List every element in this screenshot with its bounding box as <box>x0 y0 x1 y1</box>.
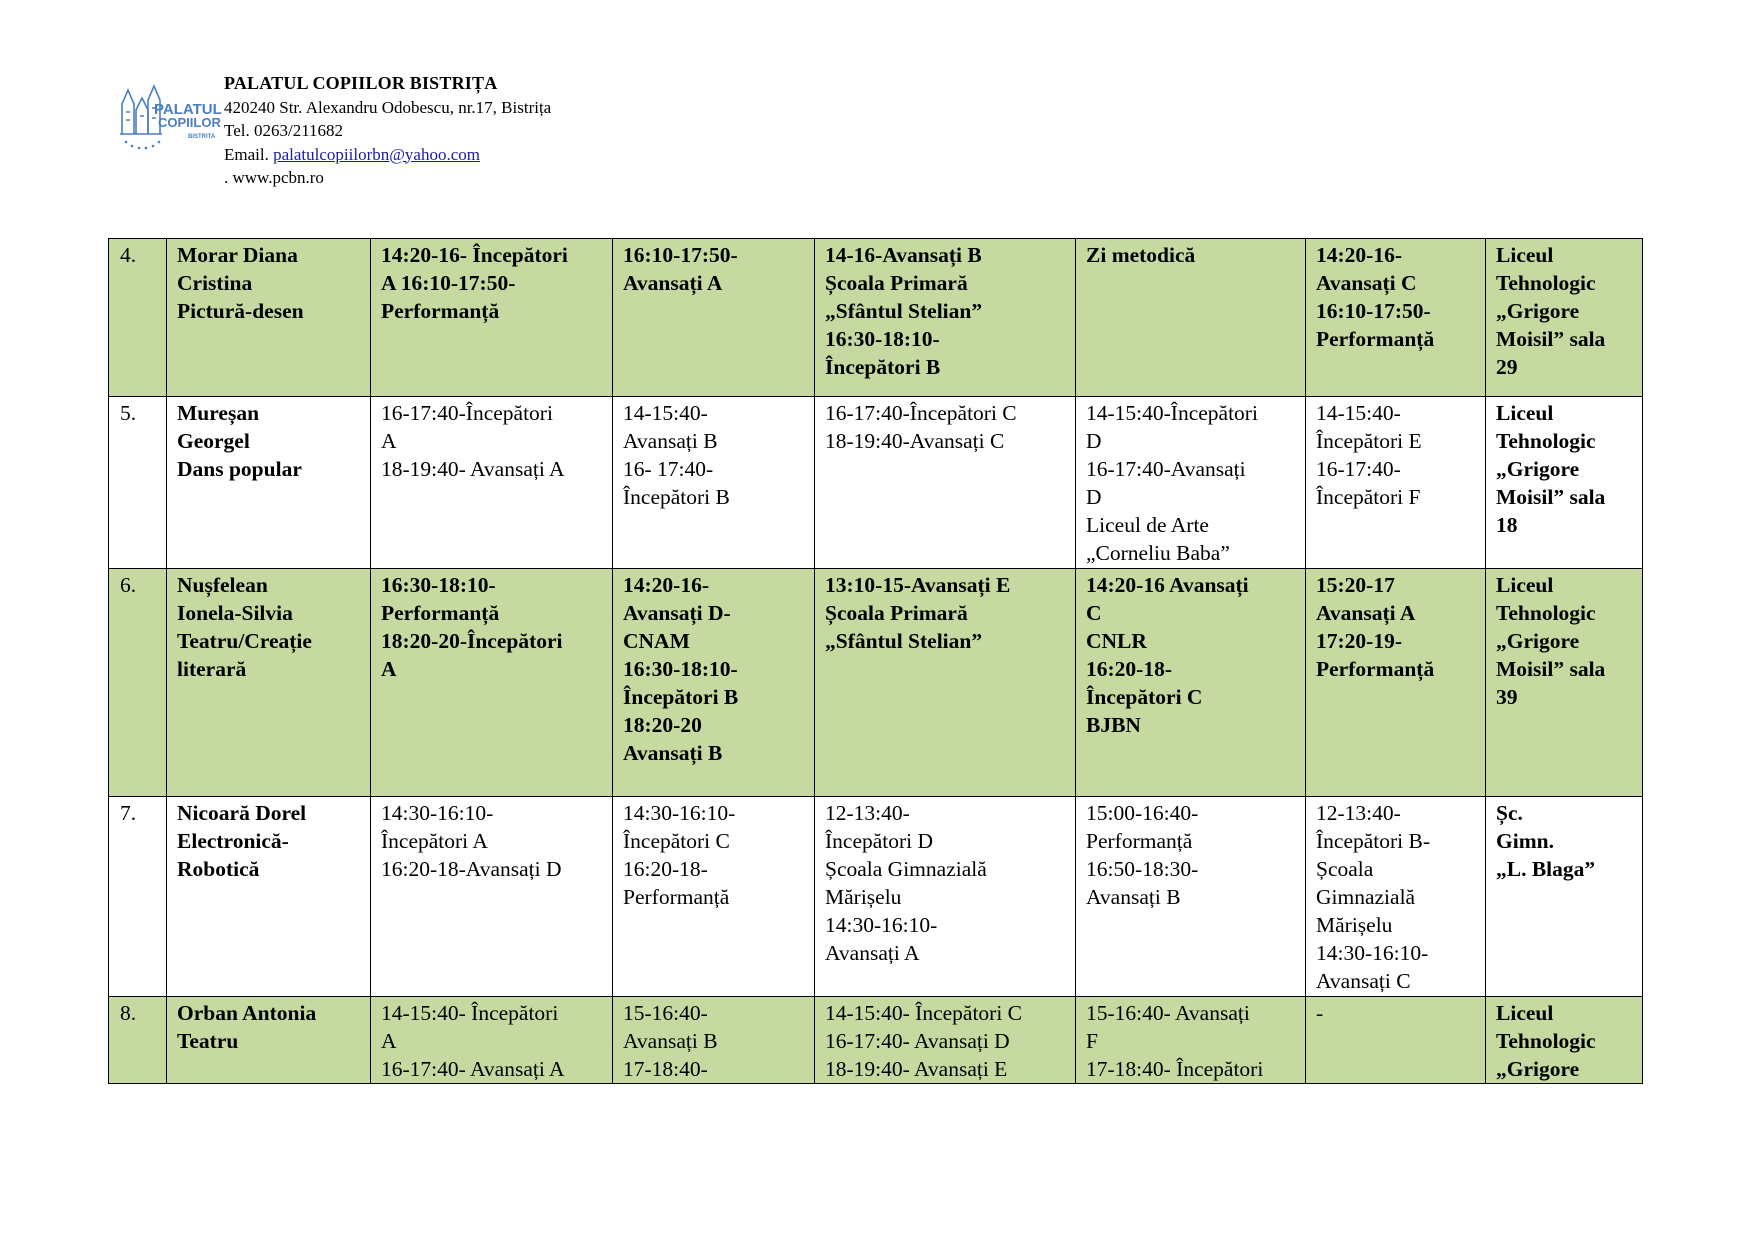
cell-line: 29 <box>1496 355 1518 379</box>
cell-line: 17:20-19- <box>1316 629 1402 653</box>
table-row <box>109 797 1643 997</box>
location-cell <box>1486 569 1643 797</box>
cell-line: 18:20-20 <box>623 713 702 737</box>
cell-line: „Grigore <box>1496 629 1580 653</box>
cell-line: Performanță <box>381 299 500 323</box>
cell-line: Nicoară Dorel <box>177 801 307 825</box>
schedule-table <box>108 238 1643 1084</box>
cell-line: BJBN <box>1086 713 1141 737</box>
wednesday-cell <box>815 569 1076 797</box>
friday-cell <box>1306 239 1486 397</box>
cell-line: 14-15:40-Începători <box>1086 401 1258 425</box>
teacher-cell <box>167 797 371 997</box>
cell-line: Avansați B <box>1086 885 1181 909</box>
monday-cell <box>371 569 613 797</box>
cell-line: CNLR <box>1086 629 1147 653</box>
cell-line: „Grigore <box>1496 1057 1580 1081</box>
monday-cell <box>371 239 613 397</box>
cell-line: Avansați B <box>623 741 723 765</box>
teacher-cell <box>167 239 371 397</box>
cell-line: Liceul <box>1496 1001 1554 1025</box>
cell-line: „Grigore <box>1496 457 1580 481</box>
cell-line: Începători C <box>1086 685 1203 709</box>
monday-cell <box>371 797 613 997</box>
svg-text:COPIILOR: COPIILOR <box>158 115 221 130</box>
tuesday-cell <box>613 797 815 997</box>
cell-line: 4. <box>120 243 137 267</box>
tuesday-cell <box>613 239 815 397</box>
cell-line: 17-18:40- <box>623 1057 708 1081</box>
cell-line: 15:20-17 <box>1316 573 1395 597</box>
cell-line: Începători B <box>825 355 941 379</box>
cell-line: Liceul <box>1496 243 1554 267</box>
email-line <box>224 143 551 167</box>
cell-line: C <box>1086 601 1102 625</box>
cell-line: 16:30-18:10- <box>623 657 738 681</box>
cell-line: Performanță <box>1086 829 1193 853</box>
cell-line: Teatru <box>177 1029 239 1053</box>
cell-line: Începători B- <box>1316 829 1431 853</box>
cell-line: 18-19:40- Avansați A <box>381 457 565 481</box>
cell-line: 14-15:40- Începători C <box>825 1001 1023 1025</box>
cell-line: Avansați C <box>1316 969 1411 993</box>
cell-line: Electronică- <box>177 829 289 853</box>
cell-line: Orban Antonia <box>177 1001 317 1025</box>
cell-line: Avansați C <box>1316 271 1417 295</box>
email-link[interactable]: palatulcopiilorbn@yahoo.com <box>273 144 480 164</box>
cell-line: Performanță <box>1316 657 1435 681</box>
cell-line: Începători E <box>1316 429 1422 453</box>
thursday-cell <box>1076 397 1306 569</box>
cell-line: 18-19:40- Avansați E <box>825 1057 1008 1081</box>
cell-line: Liceul <box>1496 401 1554 425</box>
cell-line: 16-17:40-Începători C <box>825 401 1017 425</box>
cell-line: 14:30-16:10- <box>1316 941 1429 965</box>
cell-line: Teatru/Creație <box>177 629 312 653</box>
cell-line: Moisil” sala <box>1496 657 1606 681</box>
location-cell <box>1486 397 1643 569</box>
cell-line: „Sfântul Stelian” <box>825 629 983 653</box>
cell-line: Școala Gimnazială <box>825 857 987 881</box>
teacher-cell <box>167 997 371 1084</box>
row-number-cell <box>109 239 167 397</box>
table-row <box>109 569 1643 797</box>
cell-line: 16:30-18:10- <box>381 573 496 597</box>
wednesday-cell <box>815 397 1076 569</box>
monday-cell <box>371 997 613 1084</box>
cell-line: 17-18:40- Începători <box>1086 1057 1264 1081</box>
teacher-cell <box>167 569 371 797</box>
cell-line: Ionela-Silvia <box>177 601 293 625</box>
cell-line: Gimn. <box>1496 829 1554 853</box>
cell-line: A <box>381 1029 397 1053</box>
cell-line: 14:20-16 Avansați <box>1086 573 1249 597</box>
cell-line: Liceul de Arte <box>1086 513 1209 537</box>
thursday-cell <box>1076 797 1306 997</box>
location-cell <box>1486 239 1643 397</box>
cell-line: F <box>1086 1029 1098 1053</box>
row-number-cell <box>109 569 167 797</box>
cell-line: 16:20-18- <box>1086 657 1172 681</box>
cell-line: Avansați A <box>623 271 723 295</box>
cell-line: 39 <box>1496 685 1518 709</box>
cell-line: 8. <box>120 1001 137 1025</box>
cell-line: 14-15:40- Începători <box>381 1001 559 1025</box>
cell-line: 18-19:40-Avansați C <box>825 429 1005 453</box>
cell-line: 7. <box>120 801 137 825</box>
phone-line: Tel. 0263/211682 <box>224 121 344 140</box>
cell-line: Moisil” sala <box>1496 485 1606 509</box>
cell-line: Liceul <box>1496 573 1554 597</box>
address-line: 420240 Str. Alexandru Odobescu, nr.17, Bistrița <box>224 97 552 117</box>
thursday-cell <box>1076 997 1306 1084</box>
cell-line: D <box>1086 429 1102 453</box>
cell-line: A 16:10-17:50- <box>381 271 516 295</box>
cell-line: Începători F <box>1316 485 1421 509</box>
cell-line: 16-17:40-Avansați <box>1086 457 1246 481</box>
wednesday-cell <box>815 997 1076 1084</box>
cell-line: 16-17:40-Începători <box>381 401 553 425</box>
cell-line: CNAM <box>623 629 690 653</box>
cell-line: 18 <box>1496 513 1518 537</box>
cell-line: 16-17:40- Avansați D <box>825 1029 1010 1053</box>
cell-line: 16-17:40- <box>1316 457 1401 481</box>
monday-cell <box>371 397 613 569</box>
thursday-cell <box>1076 569 1306 797</box>
cell-line: „Corneliu Baba” <box>1086 541 1230 565</box>
cell-line: 14-15:40- <box>623 401 708 425</box>
cell-line: 14-15:40- <box>1316 401 1401 425</box>
svg-text:PALATUL: PALATUL <box>154 101 222 118</box>
letterhead-text <box>224 72 551 190</box>
cell-line: 14:30-16:10- <box>381 801 494 825</box>
friday-cell <box>1306 997 1486 1084</box>
cell-line: Avansați A <box>1316 601 1416 625</box>
cell-line: Performanță <box>381 601 500 625</box>
cell-line: Tehnologic <box>1496 601 1596 625</box>
cell-line: Începători B <box>623 685 739 709</box>
cell-line: - <box>1316 1001 1324 1025</box>
cell-line: Avansați B <box>623 429 718 453</box>
cell-line: Începători A <box>381 829 488 853</box>
cell-line: Șc. <box>1496 801 1523 825</box>
row-number-cell <box>109 997 167 1084</box>
cell-line: Începători B <box>623 485 730 509</box>
cell-line: 16:20-18- <box>623 857 708 881</box>
cell-line: Școala Primară <box>825 601 968 625</box>
location-cell <box>1486 797 1643 997</box>
cell-line: Cristina <box>177 271 253 295</box>
cell-line: 16:10-17:50- <box>1316 299 1431 323</box>
website-line: . www.pcbn.ro <box>224 168 324 187</box>
cell-line: Școala Primară <box>825 271 968 295</box>
cell-line: Performanță <box>623 885 730 909</box>
letterhead-header <box>0 0 1755 220</box>
cell-line: 14-16-Avansați B <box>825 243 982 267</box>
cell-line: Începători C <box>623 829 730 853</box>
cell-line: A <box>381 429 397 453</box>
cell-line: 15-16:40- <box>623 1001 708 1025</box>
email-label: Email. <box>224 144 274 164</box>
svg-text:BISTRITA: BISTRITA <box>188 134 216 140</box>
cell-line: 15:00-16:40- <box>1086 801 1199 825</box>
cell-line: 12-13:40- <box>1316 801 1401 825</box>
cell-line: „Sfântul Stelian” <box>825 299 983 323</box>
cell-line: Nușfelean <box>177 573 268 597</box>
cell-line: 16- 17:40- <box>623 457 714 481</box>
cell-line: Dans popular <box>177 457 302 481</box>
friday-cell <box>1306 797 1486 997</box>
cell-line: Pictură-desen <box>177 299 304 323</box>
cell-line: Tehnologic <box>1496 1029 1596 1053</box>
cell-line: 16:30-18:10- <box>825 327 940 351</box>
cell-line: 18:20-20-Începători <box>381 629 563 653</box>
cell-line: 14:20-16- Începători <box>381 243 568 267</box>
tuesday-cell <box>613 569 815 797</box>
row-number-cell <box>109 397 167 569</box>
cell-line: literară <box>177 657 247 681</box>
cell-line: 14:20-16- <box>1316 243 1402 267</box>
cell-line: 16:20-18-Avansați D <box>381 857 562 881</box>
cell-line: 13:10-15-Avansați E <box>825 573 1011 597</box>
cell-line: Școala <box>1316 857 1374 881</box>
cell-line: Tehnologic <box>1496 429 1596 453</box>
cell-line: Gimnazială <box>1316 885 1416 909</box>
cell-line: Avansați B <box>623 1029 718 1053</box>
cell-line: Performanță <box>1316 327 1435 351</box>
cell-line: 14:20-16- <box>623 573 709 597</box>
cell-line: Avansați D- <box>623 601 731 625</box>
cell-line: Începători D <box>825 829 934 853</box>
tuesday-cell <box>613 397 815 569</box>
cell-line: 15-16:40- Avansați <box>1086 1001 1250 1025</box>
organization-name: PALATUL COPIILOR BISTRIȚA <box>224 73 498 93</box>
cell-line: 16:50-18:30- <box>1086 857 1199 881</box>
cell-line: Moisil” sala <box>1496 327 1606 351</box>
row-number-cell <box>109 797 167 997</box>
wednesday-cell <box>815 239 1076 397</box>
cell-line: 16-17:40- Avansați A <box>381 1057 565 1081</box>
cell-line: Mureșan <box>177 401 260 425</box>
table-row <box>109 397 1643 569</box>
cell-line: Mărișelu <box>825 885 902 909</box>
cell-line: 6. <box>120 573 137 597</box>
table-row <box>109 997 1643 1084</box>
cell-line: Avansați A <box>825 941 920 965</box>
friday-cell <box>1306 569 1486 797</box>
cell-line: 5. <box>120 401 137 425</box>
cell-line: Morar Diana <box>177 243 298 267</box>
teacher-cell <box>167 397 371 569</box>
location-cell <box>1486 997 1643 1084</box>
cell-line: „Grigore <box>1496 299 1580 323</box>
cell-line: „L. Blaga” <box>1496 857 1596 881</box>
cell-line: Zi metodică <box>1086 243 1196 267</box>
cell-line: D <box>1086 485 1102 509</box>
tuesday-cell <box>613 997 815 1084</box>
wednesday-cell <box>815 797 1076 997</box>
cell-line: Mărișelu <box>1316 913 1393 937</box>
thursday-cell <box>1076 239 1306 397</box>
table-row <box>109 239 1643 397</box>
cell-line: 16:10-17:50- <box>623 243 738 267</box>
cell-line: A <box>381 657 397 681</box>
cell-line: 14:30-16:10- <box>825 913 938 937</box>
cell-line: 14:30-16:10- <box>623 801 736 825</box>
cell-line: 12-13:40- <box>825 801 910 825</box>
cell-line: Tehnologic <box>1496 271 1596 295</box>
cell-line: Robotică <box>177 857 260 881</box>
friday-cell <box>1306 397 1486 569</box>
cell-line: Georgel <box>177 429 250 453</box>
